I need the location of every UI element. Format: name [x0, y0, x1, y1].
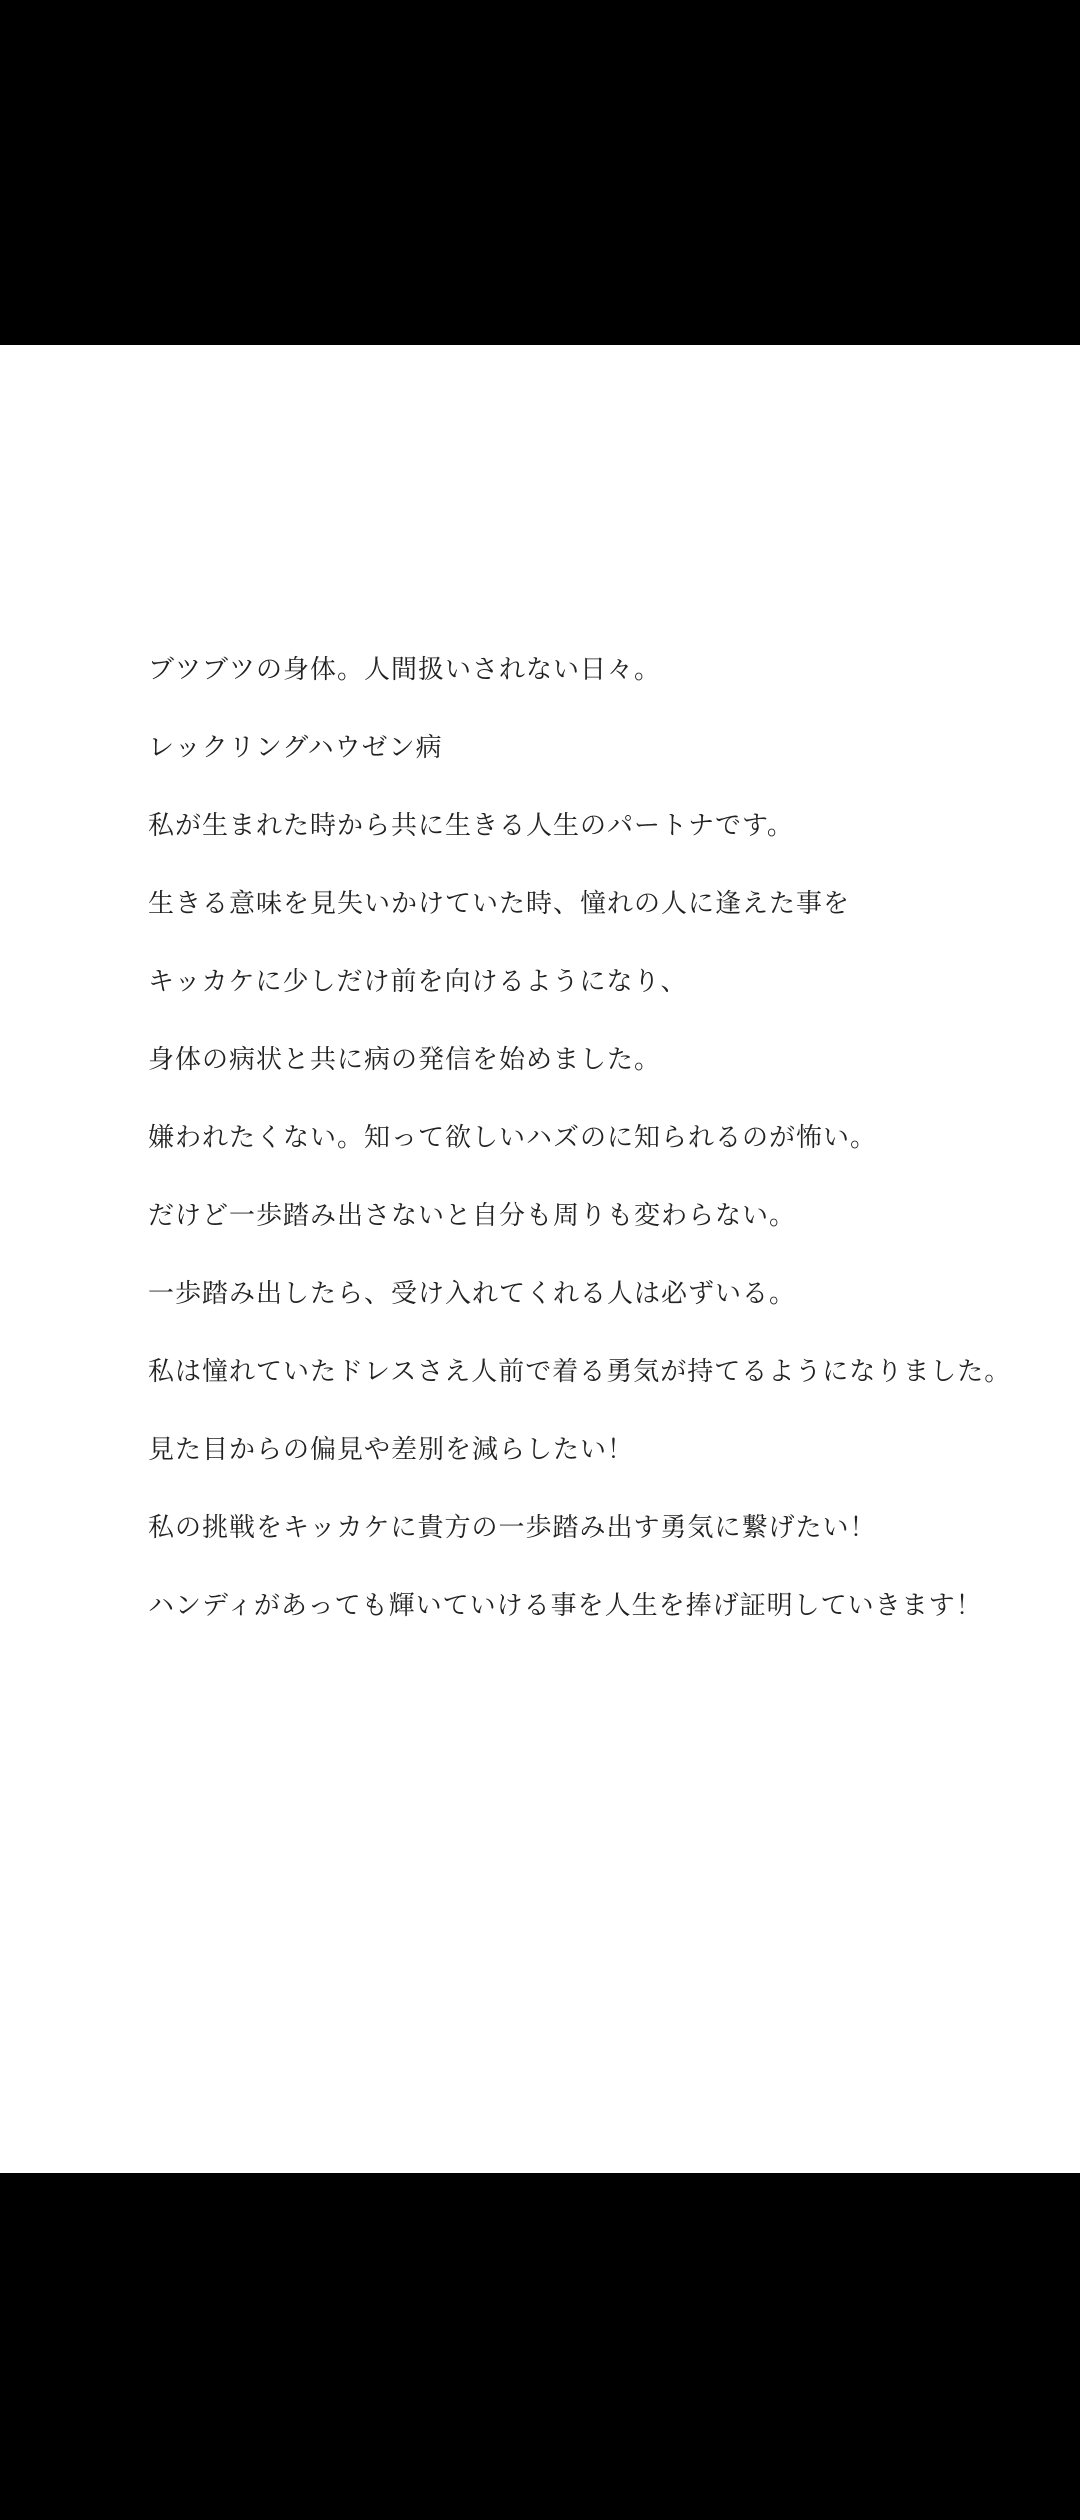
text-line: 嫌われたくない。知って欲しいハズのに知られるのが怖い。 [148, 1123, 878, 1153]
text-line: 私が生まれた時から共に生きる人生のパートナです。 [148, 811, 794, 841]
top-letterbox-bar [0, 0, 1080, 345]
text-line: 私の挑戦をキッカケに貴方の一歩踏み出す勇気に繋げたい！ [148, 1513, 877, 1543]
text-line: 生きる意味を見失いかけていた時、憧れの人に逢えた事を [148, 889, 851, 919]
text-line: 一歩踏み出したら、受け入れてくれる人は必ずいる。 [148, 1279, 797, 1309]
text-line: ハンディがあっても輝いていける事を人生を捧げ証明していきます！ [148, 1591, 983, 1621]
text-line: キッカケに少しだけ前を向けるようになり、 [148, 967, 688, 997]
paragraph-block [148, 655, 1048, 1669]
text-line: だけど一歩踏み出さないと自分も周りも変わらない。 [148, 1201, 797, 1231]
text-line: ブツブツの身体。人間扱いされない日々。 [148, 655, 662, 685]
bottom-letterbox-bar [0, 2173, 1080, 2520]
text-line: 身体の病状と共に病の発信を始めました。 [148, 1045, 662, 1075]
text-line: レックリングハウゼン病 [148, 733, 443, 763]
text-line: 見た目からの偏見や差別を減らしたい！ [148, 1435, 635, 1465]
text-line: 私は憧れていたドレスさえ人前で着る勇気が持てるようになりました。 [148, 1357, 1012, 1387]
text-page[interactable] [0, 345, 1080, 2173]
